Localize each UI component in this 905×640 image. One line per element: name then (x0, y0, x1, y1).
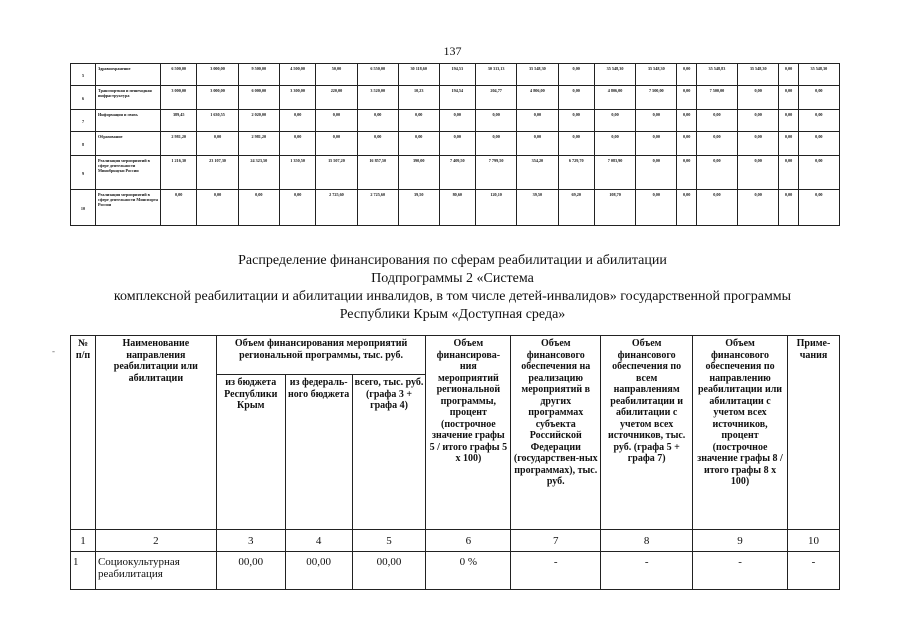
top-row-cell: 2 981,20 (238, 132, 279, 156)
top-row-cell: 3 000,00 (197, 64, 238, 86)
top-row-index: 10 (71, 190, 96, 226)
header-sub-budget-crimea: из бюджета Республики Крым (216, 375, 285, 530)
top-row-cell: 0,00 (558, 86, 594, 110)
top-row-cell: 389,45 (161, 110, 197, 132)
top-row-cell: 7 083,90 (594, 156, 635, 190)
top-row-cell: 30 118,60 (398, 64, 439, 86)
top-row-cell: 23 107,30 (197, 156, 238, 190)
row-c5: 00,00 (352, 552, 426, 590)
top-row-index: 6 (71, 86, 96, 110)
top-row-name: Информация и связь (96, 110, 161, 132)
top-row-cell: 3 300,00 (279, 86, 315, 110)
row-name: Социокультурная реабилитация (95, 552, 216, 590)
top-row-cell: 0,00 (197, 132, 238, 156)
top-row-cell: 0,00 (517, 110, 558, 132)
top-row-cell: 35 548,30 (798, 64, 839, 86)
column-number: 8 (601, 530, 693, 552)
top-row-cell: 0,00 (798, 190, 839, 226)
top-row-cell: 15 507,20 (316, 156, 357, 190)
row-c7: - (511, 552, 601, 590)
top-row-cell: 220,00 (316, 86, 357, 110)
title-line-3: комплексной реабилитации и абилитации инвалидов, в том числе детей-инвалидов» государственной программы (113, 289, 792, 304)
header-col8: Объем финансового обеспечения по всем направлениям реабилитации и абилитации с учетом всех источников, тыс. руб. (графа 5 + графа 7) (601, 336, 693, 530)
top-row-cell: 0,00 (161, 190, 197, 226)
top-row-cell: 7 799,50 (475, 156, 516, 190)
top-row-cell: 4 806,00 (517, 86, 558, 110)
top-row-cell: 0,00 (677, 156, 696, 190)
top-row-cell: 7 500,00 (696, 86, 737, 110)
top-row-cell: 0,00 (677, 86, 696, 110)
top-row-name: Реализация мероприятий в сфере деятельности Минспорта России (96, 190, 161, 226)
top-row-cell: 10,23 (398, 86, 439, 110)
top-row-cell: 0,00 (357, 132, 398, 156)
rehab-financing-table (70, 335, 840, 590)
top-row-name: Здравоохранение (96, 64, 161, 86)
top-row-cell: 0,00 (677, 64, 696, 86)
top-row-name: Реализация мероприятий в сфере деятельности Минобрнауки России (96, 156, 161, 190)
top-row-cell: 204,77 (475, 86, 516, 110)
top-row-cell: 0,00 (398, 132, 439, 156)
column-number: 4 (285, 530, 352, 552)
top-row-cell: 7 409,50 (439, 156, 475, 190)
top-row-cell: 0,00 (738, 110, 779, 132)
top-row-cell: 354,20 (517, 156, 558, 190)
top-row-cell: 0,00 (677, 132, 696, 156)
top-row-cell: 2 725,60 (316, 190, 357, 226)
top-row-cell: 0,00 (594, 132, 635, 156)
top-row-cell: 69,20 (558, 190, 594, 226)
top-row-cell: 1 350,50 (279, 156, 315, 190)
column-number: 6 (426, 530, 511, 552)
top-row-cell: 0,00 (696, 156, 737, 190)
top-row-cell: 0,00 (357, 110, 398, 132)
top-financing-table (70, 63, 840, 226)
top-row-cell: 1 630,55 (197, 110, 238, 132)
top-table-row (71, 86, 840, 110)
top-row-cell: 30 313,13 (475, 64, 516, 86)
top-row-cell: 0,00 (517, 132, 558, 156)
column-number: 1 (71, 530, 96, 552)
top-row-cell: 108,70 (594, 190, 635, 226)
top-row-cell: 6 500,00 (161, 64, 197, 86)
top-row-cell: 0,00 (798, 156, 839, 190)
top-table-row (71, 156, 840, 190)
top-row-cell: 0,00 (279, 110, 315, 132)
top-row-cell: 0,00 (636, 132, 677, 156)
column-number: 5 (352, 530, 426, 552)
top-row-cell: 0,00 (636, 190, 677, 226)
top-row-cell: 35 548,30 (517, 64, 558, 86)
header-sub-total: всего, тыс. руб. (графа 3 + графа 4) (352, 375, 426, 530)
top-row-cell: 2 725,60 (357, 190, 398, 226)
top-row-cell: 4 806,00 (594, 86, 635, 110)
column-number: 2 (95, 530, 216, 552)
top-row-index: 8 (71, 132, 96, 156)
top-row-cell: 0,00 (439, 110, 475, 132)
row-c6: 0 % (426, 552, 511, 590)
row-c8: - (601, 552, 693, 590)
top-table-row (71, 132, 840, 156)
top-row-cell: 35 548,30 (738, 64, 779, 86)
table-row (71, 552, 840, 590)
top-row-index: 7 (71, 110, 96, 132)
page-number: 137 (443, 44, 462, 58)
top-row-cell: 50,00 (316, 64, 357, 86)
column-number: 3 (216, 530, 285, 552)
top-row-cell: 0,00 (279, 190, 315, 226)
top-row-cell: 0,00 (779, 86, 798, 110)
row-num: 1 (71, 552, 96, 590)
top-table-row (71, 110, 840, 132)
top-row-cell: 0,00 (558, 110, 594, 132)
top-row-cell: 0,00 (677, 190, 696, 226)
top-row-cell: 120,10 (475, 190, 516, 226)
top-row-cell: 39,50 (398, 190, 439, 226)
top-row-cell: 0,00 (779, 64, 798, 86)
header-col9: Объем финансового обеспечения по направлению реабилитации или абилитации с учетом всех источников, процент (построчное значение графы 8 / итого графы 8 x 100) (693, 336, 788, 530)
top-row-cell: 0,00 (738, 156, 779, 190)
top-row-cell: 6 000,00 (238, 86, 279, 110)
top-row-cell: 0,00 (197, 190, 238, 226)
top-row-cell: 0,00 (398, 110, 439, 132)
top-row-cell: 4 500,00 (279, 64, 315, 86)
top-row-index: 9 (71, 156, 96, 190)
top-row-cell: 0,00 (475, 132, 516, 156)
top-row-cell: 0,00 (696, 110, 737, 132)
header-col10: Приме-чания (787, 336, 839, 530)
top-row-cell: 0,00 (558, 64, 594, 86)
top-row-cell: 80,60 (439, 190, 475, 226)
column-number: 9 (693, 530, 788, 552)
top-row-cell: 0,00 (798, 86, 839, 110)
title-line-1: Распределение финансирования по сферам реабилитации и абилитации (238, 253, 667, 268)
top-row-cell: 0,00 (738, 86, 779, 110)
title-line-2: Подпрограммы 2 «Система (371, 271, 534, 286)
top-row-index: 5 (71, 64, 96, 86)
column-number: 10 (787, 530, 839, 552)
top-row-cell: 0,00 (779, 132, 798, 156)
header-col6: Объем финансирова-ния мероприятий региональной программы, процент (построчное значение графы 5 / итого графы 5 x 100) (426, 336, 511, 530)
top-row-cell: 7 500,00 (636, 86, 677, 110)
top-row-cell: 194,53 (439, 64, 475, 86)
top-row-cell: 35 548,30 (636, 64, 677, 86)
top-row-cell: 24 323,50 (238, 156, 279, 190)
top-row-cell: 0,00 (636, 156, 677, 190)
header-name: Наименование направления реабилитации или абилитации (95, 336, 216, 530)
top-row-cell: 0,00 (779, 190, 798, 226)
top-row-cell: 1 216,30 (161, 156, 197, 190)
top-row-cell: 0,00 (558, 132, 594, 156)
margin-mark: - (52, 346, 55, 356)
top-row-cell: 0,00 (738, 190, 779, 226)
top-row-cell: 35 548,30 (594, 64, 635, 86)
top-row-cell: 6 729,70 (558, 156, 594, 190)
top-row-cell: 3 520,00 (357, 86, 398, 110)
top-row-cell: 0,00 (316, 132, 357, 156)
top-row-cell: 0,00 (779, 156, 798, 190)
top-row-cell: 0,00 (696, 190, 737, 226)
top-row-name: Образование (96, 132, 161, 156)
top-row-cell: 3 000,00 (197, 86, 238, 110)
top-row-cell: 390,00 (398, 156, 439, 190)
top-row-cell: 0,00 (594, 110, 635, 132)
top-row-cell: 16 857,50 (357, 156, 398, 190)
top-row-cell: 39,50 (517, 190, 558, 226)
top-row-name: Транспортная и пешеходная инфраструктура (96, 86, 161, 110)
header-sub-federal: из федераль-ного бюджета (285, 375, 352, 530)
top-row-cell: 0,00 (798, 110, 839, 132)
top-row-cell: 0,00 (238, 190, 279, 226)
top-row-cell: 0,00 (677, 110, 696, 132)
top-row-cell: 3 000,00 (161, 86, 197, 110)
top-table-row (71, 64, 840, 86)
row-c4: 00,00 (285, 552, 352, 590)
header-col7: Объем финансового обеспечения на реализацию мероприятий в других программах субъекта Российской Федерации (государствен-ных программах), тыс. руб. (511, 336, 601, 530)
top-row-cell: 9 500,00 (238, 64, 279, 86)
top-row-cell: 194,54 (439, 86, 475, 110)
top-row-cell: 0,00 (696, 132, 737, 156)
top-row-cell: 0,00 (636, 110, 677, 132)
top-row-cell: 35 548,83 (696, 64, 737, 86)
top-table-row (71, 190, 840, 226)
top-row-cell: 2 981,20 (161, 132, 197, 156)
top-row-cell: 0,00 (475, 110, 516, 132)
top-row-cell: 0,00 (738, 132, 779, 156)
top-row-cell: 0,00 (316, 110, 357, 132)
title-line-4: Республики Крым «Доступная среда» (339, 307, 566, 322)
top-row-cell: 2 020,00 (238, 110, 279, 132)
row-c9: - (693, 552, 788, 590)
top-row-cell: 0,00 (279, 132, 315, 156)
row-c3: 00,00 (216, 552, 285, 590)
top-row-cell: 0,00 (439, 132, 475, 156)
top-row-cell: 0,00 (798, 132, 839, 156)
row-c10: - (787, 552, 839, 590)
header-group: Объем финансирования мероприятий региональной программы, тыс. руб. (216, 336, 426, 375)
top-row-cell: 0,00 (779, 110, 798, 132)
column-number: 7 (511, 530, 601, 552)
header-num: № п/п (71, 336, 96, 530)
top-row-cell: 6 550,00 (357, 64, 398, 86)
